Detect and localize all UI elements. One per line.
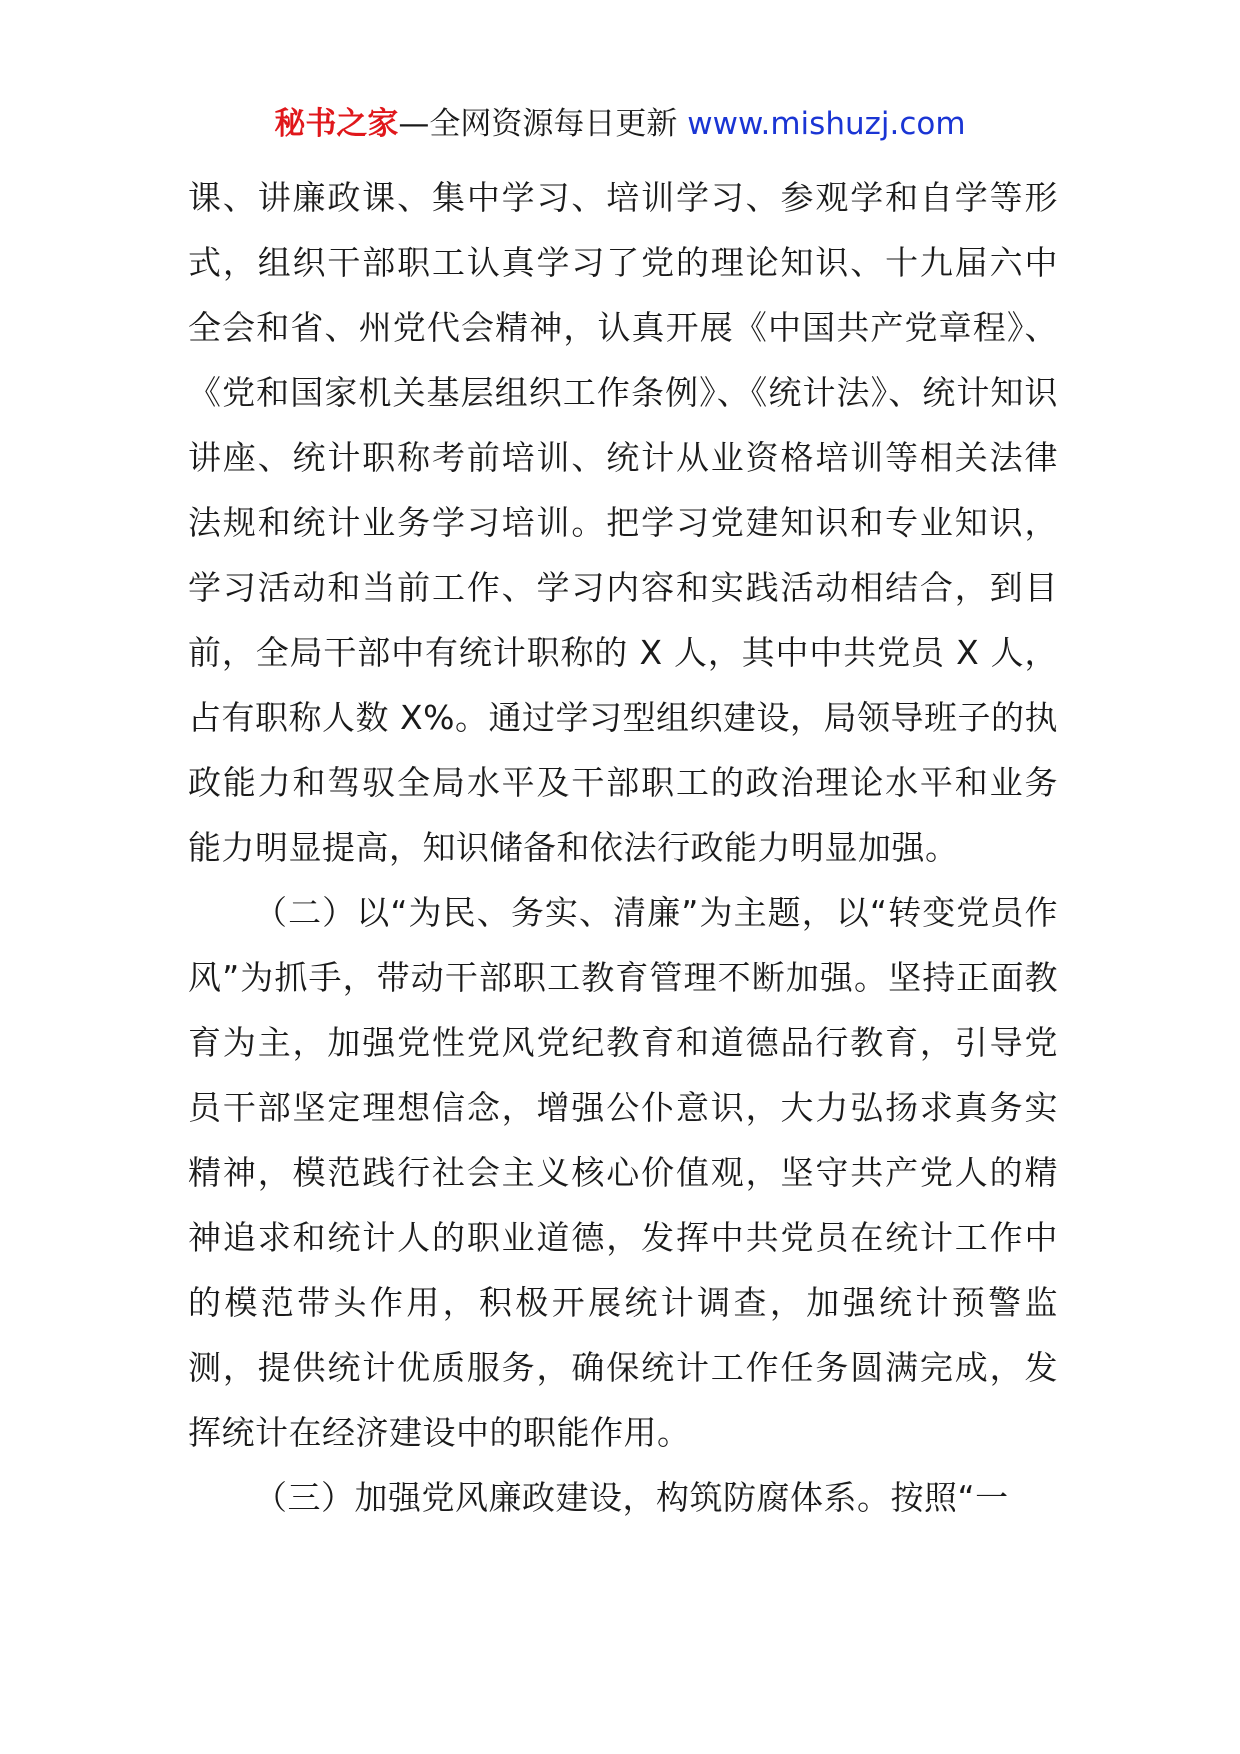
paragraph-section-two: （二）以“为民、务实、清廉”为主题，以“转变党员作风”为抓手，带动干部职工教育管理不断加强。坚持正面教育为主，加强党性党风党纪教育和道德品行教育，引导党员干部坚定理想信念，增强公仆意识，大力弘扬求真务实精神，模范践行社会主义核心价值观，坚守共产党人的精神追求和统计人的职业道德，发挥中共党员在统计工作中的模范带头作用，积极开展统计调查，加强统计预警监测，提供统计优质服务，确保统计工作任务圆满完成，发挥统计在经济建设中的职能作用。	[188, 893, 1058, 1452]
header-tagline: —全网资源每日更新	[398, 106, 688, 142]
paragraph-continued: 课、讲廉政课、集中学习、培训学习、参观学和自学等形式，组织干部职工认真学习了党的理论知识、十九届六中全会和省、州党代会精神，认真开展《中国共产党章程》、《党和国家机关基层组织工作条例》、《统计法》、统计知识讲座、统计职称考前培训、统计从业资格培训等相关法律法规和统计业务学习培训。把学习党建知识和专业知识，学习活动和当前工作、学习内容和实践活动相结合，到目前，全局干部中有统计职称的 X 人，其中中共党员 X 人，占有职称人数 X%。通过学习型组织建设，局领导班子的执政能力和驾驭全局水平及干部职工的政治理论水平和业务能力明显提高，知识储备和依法行政能力明显加强。	[188, 178, 1058, 867]
header-brand: 秘书之家	[274, 106, 399, 142]
paragraph-section-three: （三）加强党风廉政建设，构筑防腐体系。按照“一	[254, 1478, 1009, 1517]
header-url-link[interactable]: www.mishuzj.com	[687, 106, 966, 142]
document-body	[188, 165, 1058, 1530]
page-header	[0, 104, 1240, 144]
